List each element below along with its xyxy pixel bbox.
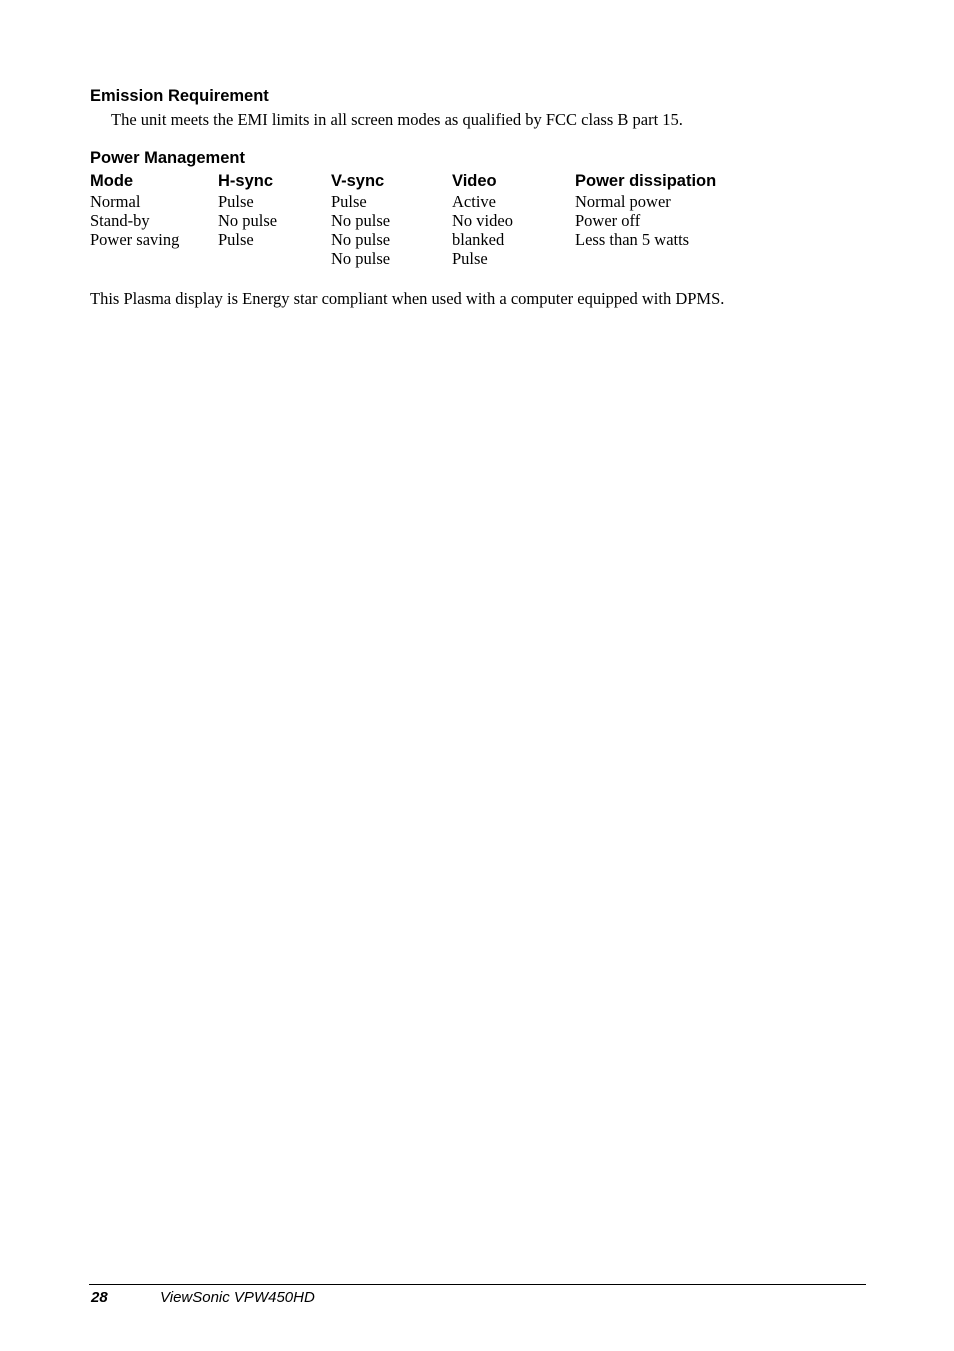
page-number: 28 (91, 1289, 108, 1306)
table-cell: No video (452, 211, 513, 230)
table-cell: Stand-by (90, 211, 150, 230)
table-cell: Pulse (452, 249, 488, 268)
column-header-mode: Mode (90, 172, 134, 190)
column-header-h-sync: H-sync (218, 172, 274, 190)
table-cell: No pulse (331, 211, 391, 230)
column-header-v-sync: V-sync (331, 172, 385, 190)
table-cell: Pulse (218, 192, 254, 211)
table-cell: Power off (575, 211, 641, 230)
table-cell: Normal (90, 192, 141, 211)
table-cell: No pulse (218, 211, 278, 230)
table-cell: Power saving (90, 230, 180, 249)
column-header-power-dissipation: Power dissipation (575, 172, 717, 190)
table-cell: Pulse (331, 192, 367, 211)
power-management-heading: Power Management (90, 149, 245, 167)
table-cell: Pulse (218, 230, 254, 249)
footer-divider (89, 1284, 866, 1285)
table-cell: blanked (452, 230, 505, 249)
energy-star-text: This Plasma display is Energy star compliant when used with a computer equipped with DPMS. (90, 289, 725, 308)
table-cell: Less than 5 watts (575, 230, 690, 249)
table-cell: No pulse (331, 230, 391, 249)
table-cell: No pulse (331, 249, 391, 268)
column-header-video: Video (452, 172, 497, 190)
table-cell: Active (452, 192, 496, 211)
table-cell: Normal power (575, 192, 671, 211)
emission-heading: Emission Requirement (90, 87, 269, 105)
emission-text: The unit meets the EMI limits in all screen modes as qualified by FCC class B part 15. (111, 110, 683, 129)
footer-product-name: ViewSonic VPW450HD (160, 1289, 315, 1306)
